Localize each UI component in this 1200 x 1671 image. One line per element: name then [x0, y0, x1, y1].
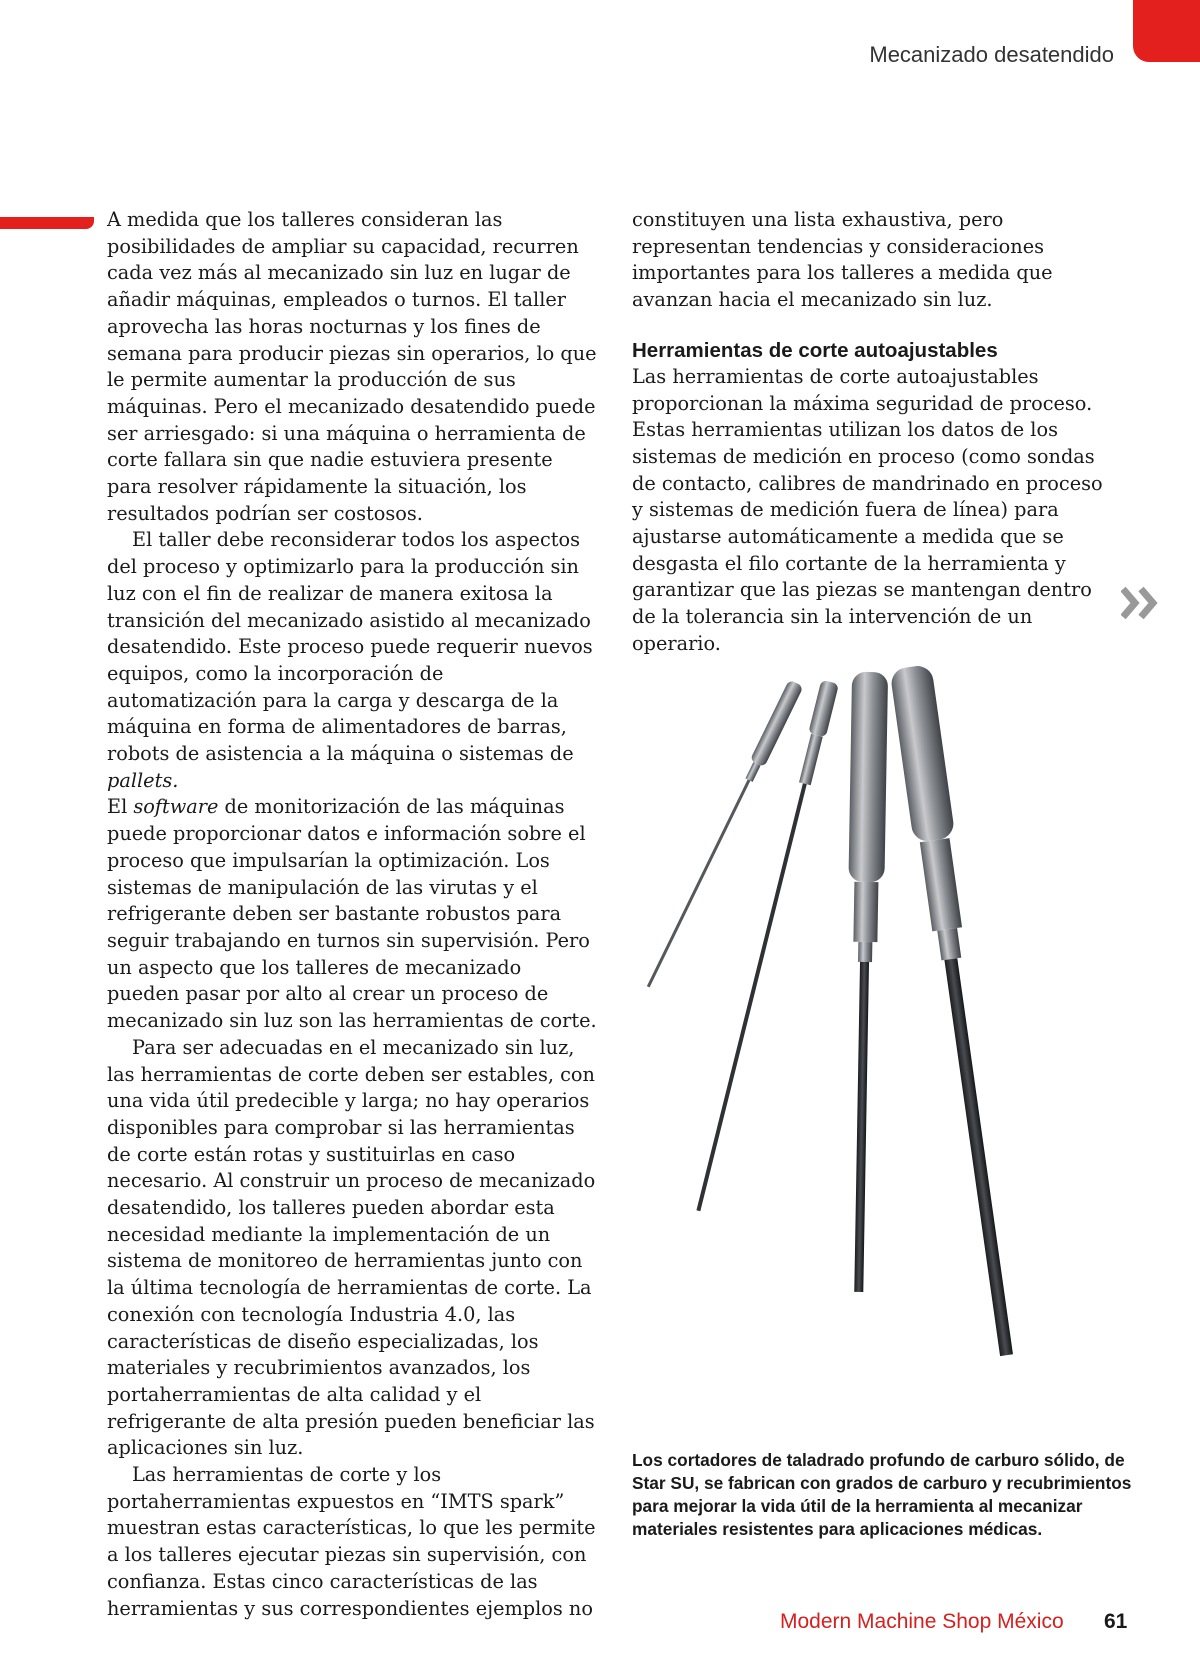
paragraph: Para ser adecuadas en el mecanizado sin luz, las herramientas de corte deben ser estables, con una vida útil predecible y larga; no hay operarios disponibles para comprobar si las herramientas de corte están rotas y sustituirlas en caso necesario. Al construir un proceso de mecanizado desatendido, los talleres pueden abordar esta necesidad mediante la implementación de un sistema de monitoreo de herramientas junto con la última tecnología de herramientas de corte. La conexión con tecnología Industria 4.0, las características de diseño especializadas, los materiales y recubrimientos avanzados, los portaherramientas de alta calidad y el refrigerante de alta presión pueden beneficiar las aplicaciones sin luz.: [107, 1035, 596, 1460]
drill-tool: [889, 664, 1027, 1358]
section-title: Mecanizado desatendido: [869, 42, 1114, 67]
paragraph-text: El taller debe reconsiderar todos los aspectos del proceso y optimizarlo para la producción sin luz con el fin de realizar de manera exitosa la transición del mecanizado asistido al mecanizado desatendido. Este proceso puede requerir nuevos equipos, como la incorporación de automatización para la carga y descarga de la máquina en forma de alimentadores de barras, robots de asistencia a la máquina o sistemas de: [107, 528, 593, 766]
paragraph: constituyen una lista exhaustiva, pero representan tendencias y consideraciones importantes para los talleres a medida que avanzan hacia el mecanizado sin luz.: [632, 208, 1053, 312]
paragraph: Las herramientas de corte autoajustables proporcionan la máxima seguridad de proceso. Estas herramientas utilizan los datos de los sistemas de medición en proceso (como sondas de contacto, calibres de mandrinado en proceso y sistemas de medición fuera de línea) para ajustarse automáticamente a medida que se desgasta el filo cortante de la herramienta y garantizar que las piezas se mantengan dentro de la tolerancia sin la intervención de un operario.: [632, 364, 1103, 655]
figure-caption: Los cortadores de taladrado profundo de carburo sólido, de Star SU, se fabrican con grados de carburo y recubrimientos para mejorar la vida útil de la herramienta al mecanizar materiales resistentes para aplicaciones médicas.: [632, 1450, 1132, 1539]
publication-name: Modern Machine Shop México: [780, 1610, 1064, 1633]
paragraph-text: El: [107, 795, 134, 819]
italic-term: software: [133, 795, 219, 819]
page-corner-tab: [1133, 0, 1200, 62]
left-column: [107, 207, 597, 1622]
double-chevron-right-icon: [1121, 585, 1163, 625]
italic-term: pallets.: [107, 768, 179, 792]
drill-tool: [841, 672, 888, 1293]
page-number: 61: [1104, 1610, 1128, 1633]
paragraph-text: de monitorización de las máquinas puede proporcionar datos e información sobre el proceso que impulsarían la optimización. Los sistemas de manipulación de las virutas y el refrigerante deben ser bastante robustos para seguir trabajando en turnos sin supervisión. Pero un aspecto que los talleres de mecanizado pueden pasar por alto al crear un proceso de mecanizado sin luz son las herramientas de corte.: [107, 795, 597, 1033]
drill-tool: [641, 680, 804, 991]
paragraph: A medida que los talleres consideran las posibilidades de ampliar su capacidad, recurren cada vez más al mecanizado sin luz en lugar de añadir máquinas, empleados o turnos. El taller aprovecha las horas nocturnas y los fines de semana para producir piezas sin operarios, lo que le permite aumentar la producción de sus máquinas. Pero el mecanizado desatendido puede ser arriesgado: si una máquina o herramienta de corte fallara sin que nadie estuviera presente para resolver rápidamente la situación, los resultados podrían ser costosos.: [107, 208, 597, 525]
drill-tools-photo: [612, 652, 1152, 1432]
right-column: [632, 207, 1112, 658]
paragraph: [107, 794, 597, 1034]
paragraph: [107, 527, 597, 794]
section-start-bar: [0, 217, 94, 229]
section-heading: Herramientas de corte autoajustables: [632, 338, 998, 362]
paragraph: Las herramientas de corte y los portaherramientas expuestos en “IMTS spark” muestran estas características, lo que les permite a los talleres ejecutar piezas sin supervisión, con confianza. Estas cinco características de las herramientas y sus correspondientes ejemplos no: [107, 1463, 596, 1620]
